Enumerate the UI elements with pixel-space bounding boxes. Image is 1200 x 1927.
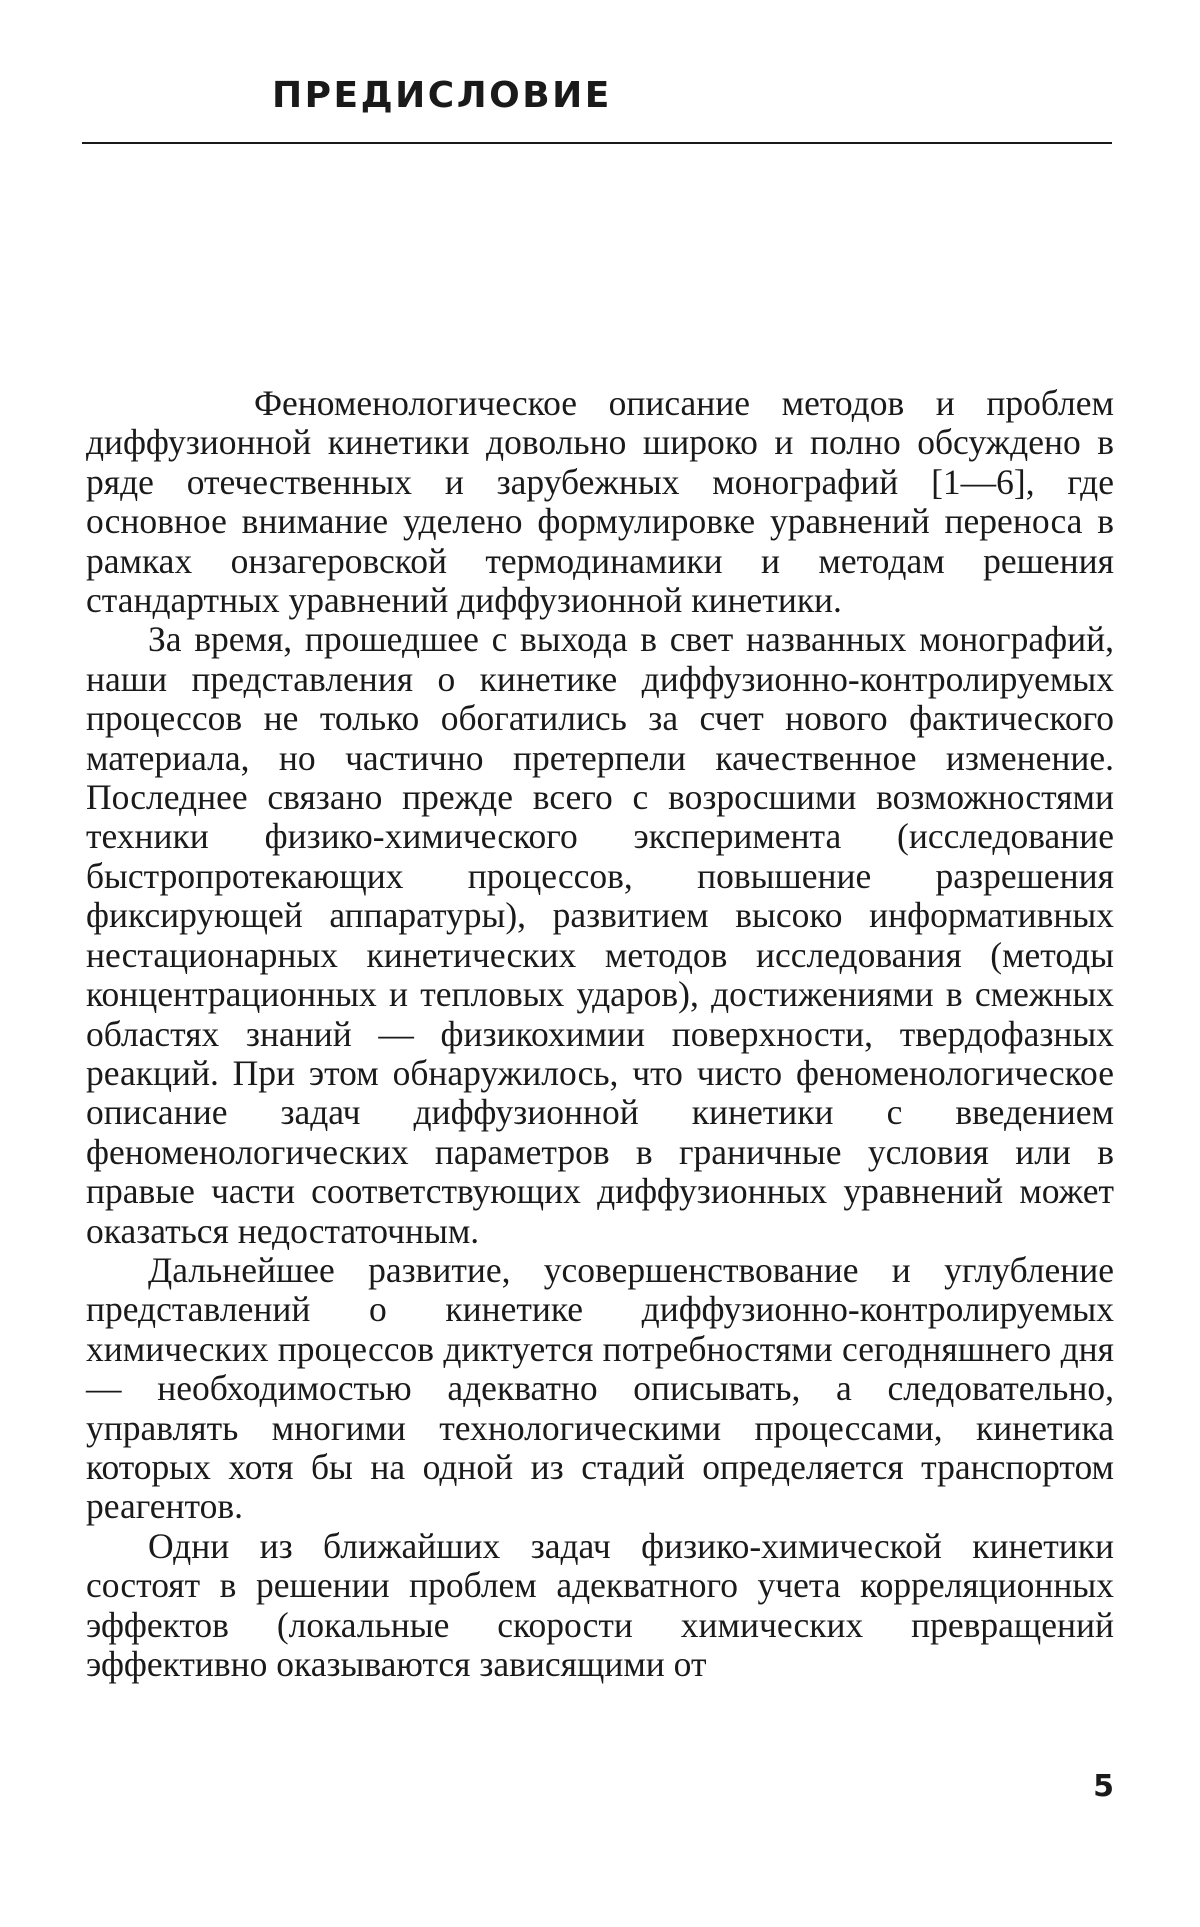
title-rule xyxy=(82,142,1112,144)
paragraph-4: Одни из ближайших задач физико-химической кинетики состоят в решении проблем адекватного учета корреляционных эффектов (локальные скорости химических превращений эффективно оказываются зависящими от xyxy=(86,1525,1114,1684)
chapter-title: ПРЕДИСЛОВИЕ xyxy=(272,75,612,116)
paragraph-3: Дальнейшее развитие, усовершенствование и углубление представлений о кинетике диффузионно-контролируемых химических процессов диктуется потребностями сегодняшнего дня — необходимостью адекватно описывать, а следовательно, управлять многими технологическими процессами, кинетика которых хотя бы на одной из стадий определяется транспортом реагентов. xyxy=(86,1249,1114,1527)
page-number: 5 xyxy=(1093,1769,1114,1804)
body-text xyxy=(86,384,1114,1684)
paragraph-1: Феноменологическое описание методов и проблем диффузионной кинетики довольно широко и полно обсуждено в ряде отечественных и зарубежных монографий [1—6], где основное внимание уделено формулировке уравнений переноса в рамках онзагеровской термодинамики и методам решения стандартных уравнений диффузионной кинетики. xyxy=(86,383,1114,621)
paragraph-2: За время, прошедшее с выхода в свет названных монографий, наши представления о кинетике диффузионно-контролируемых процессов не только обогатились за счет нового фактического материала, но частично претерпели качественное изменение. Последнее связано прежде всего с возросшими возможностями техники физико-химического эксперимента (исследование быстропротекающих процессов, повышение разрешения фиксирующей аппаратуры), развитием высоко информативных нестационарных кинетических методов исследования (методы концентрационных и тепловых ударов), достижениями в смежных областях знаний — физикохимии поверхности, твердофазных реакций. При этом обнаружилось, что чисто феноменологическое описание задач диффузионной кинетики с введением феноменологических параметров в граничные условия или в правые части соответствующих диффузионных уравнений может оказаться недостаточным. xyxy=(86,619,1114,1251)
